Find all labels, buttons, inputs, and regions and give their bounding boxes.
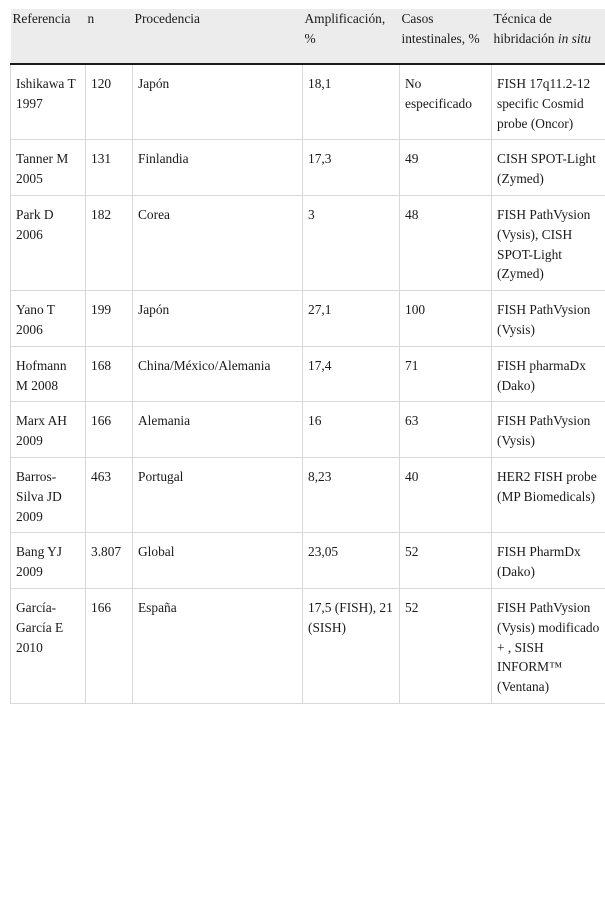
- table-cell: CISH SPOT-Light (Zymed): [492, 140, 605, 196]
- table-cell: 8,23: [303, 457, 400, 532]
- header-row: [11, 9, 605, 64]
- header-cell: [11, 9, 86, 64]
- header-cell: [492, 9, 605, 64]
- table-row: [11, 291, 605, 347]
- table-row: [11, 588, 605, 703]
- table-cell: Japón: [133, 291, 303, 347]
- table-cell: Portugal: [133, 457, 303, 532]
- table-cell: 120: [86, 64, 133, 140]
- table-cell: 17,4: [303, 346, 400, 402]
- table-cell: 17,3: [303, 140, 400, 196]
- table-cell: FISH 17q11.2-12 specific Cosmid probe (Oncor): [492, 64, 605, 140]
- table-cell: 71: [400, 346, 492, 402]
- table-cell: FISH PathVysion (Vysis): [492, 402, 605, 458]
- table-cell: No especificado: [400, 64, 492, 140]
- table-cell: Park D 2006: [11, 195, 86, 290]
- table-cell: 52: [400, 533, 492, 589]
- table-cell: Corea: [133, 195, 303, 290]
- table-cell: 48: [400, 195, 492, 290]
- header-label: Casos intestinales, %: [401, 11, 480, 46]
- table-cell: 182: [86, 195, 133, 290]
- table-cell: 16: [303, 402, 400, 458]
- table-row: [11, 533, 605, 589]
- table-cell: 18,1: [303, 64, 400, 140]
- header-label: Amplificación, %: [304, 11, 386, 46]
- table-row: [11, 195, 605, 290]
- header-cell: [86, 9, 133, 64]
- table-cell: Finlandia: [133, 140, 303, 196]
- table-cell: 52: [400, 588, 492, 703]
- table-cell: Ishikawa T 1997: [11, 64, 86, 140]
- table-row: [11, 64, 605, 140]
- table-row: [11, 457, 605, 532]
- table-cell: 23,05: [303, 533, 400, 589]
- table-cell: 166: [86, 588, 133, 703]
- table-cell: FISH PharmDx (Dako): [492, 533, 605, 589]
- table-cell: Yano T 2006: [11, 291, 86, 347]
- table-cell: Alemania: [133, 402, 303, 458]
- table-cell: FISH PathVysion (Vysis) modificado + , SISH INFORM™ (Ventana): [492, 588, 605, 703]
- table-cell: 63: [400, 402, 492, 458]
- table-row: [11, 402, 605, 458]
- table-cell: 168: [86, 346, 133, 402]
- table-cell: Global: [133, 533, 303, 589]
- reference-table: [10, 9, 605, 704]
- header-label: Procedencia: [134, 11, 200, 26]
- table-cell: HER2 FISH probe (MP Biomedicals): [492, 457, 605, 532]
- header-cell: [133, 9, 303, 64]
- header-label-emphasis: in situ: [557, 30, 591, 46]
- header-label: Referencia: [12, 11, 71, 26]
- table-cell: 49: [400, 140, 492, 196]
- table-cell: 463: [86, 457, 133, 532]
- table-cell: García-García E 2010: [11, 588, 86, 703]
- table-cell: FISH PathVysion (Vysis), CISH SPOT-Light (Zymed): [492, 195, 605, 290]
- table-cell: 100: [400, 291, 492, 347]
- table-cell: Barros-Silva JD 2009: [11, 457, 86, 532]
- table-cell: Bang YJ 2009: [11, 533, 86, 589]
- table-cell: 166: [86, 402, 133, 458]
- header-cell: [303, 9, 400, 64]
- table-cell: Marx AH 2009: [11, 402, 86, 458]
- table-cell: 17,5 (FISH), 21 (SISH): [303, 588, 400, 703]
- table-cell: FISH pharmaDx (Dako): [492, 346, 605, 402]
- table-cell: FISH PathVysion (Vysis): [492, 291, 605, 347]
- header-label: n: [87, 11, 95, 26]
- table-header: [11, 9, 605, 64]
- table-cell: 3: [303, 195, 400, 290]
- table-cell: Hofmann M 2008: [11, 346, 86, 402]
- header-cell: [400, 9, 492, 64]
- table-row: [11, 140, 605, 196]
- header-label: Técnica de hibridación: [493, 11, 558, 46]
- table-cell: Tanner M 2005: [11, 140, 86, 196]
- table-cell: 3.807: [86, 533, 133, 589]
- table-cell: 40: [400, 457, 492, 532]
- table-cell: España: [133, 588, 303, 703]
- table-cell: 27,1: [303, 291, 400, 347]
- table-cell: 131: [86, 140, 133, 196]
- table-cell: 199: [86, 291, 133, 347]
- table-cell: Japón: [133, 64, 303, 140]
- table-row: [11, 346, 605, 402]
- table-body: [11, 64, 605, 703]
- table-cell: China/México/Alemania: [133, 346, 303, 402]
